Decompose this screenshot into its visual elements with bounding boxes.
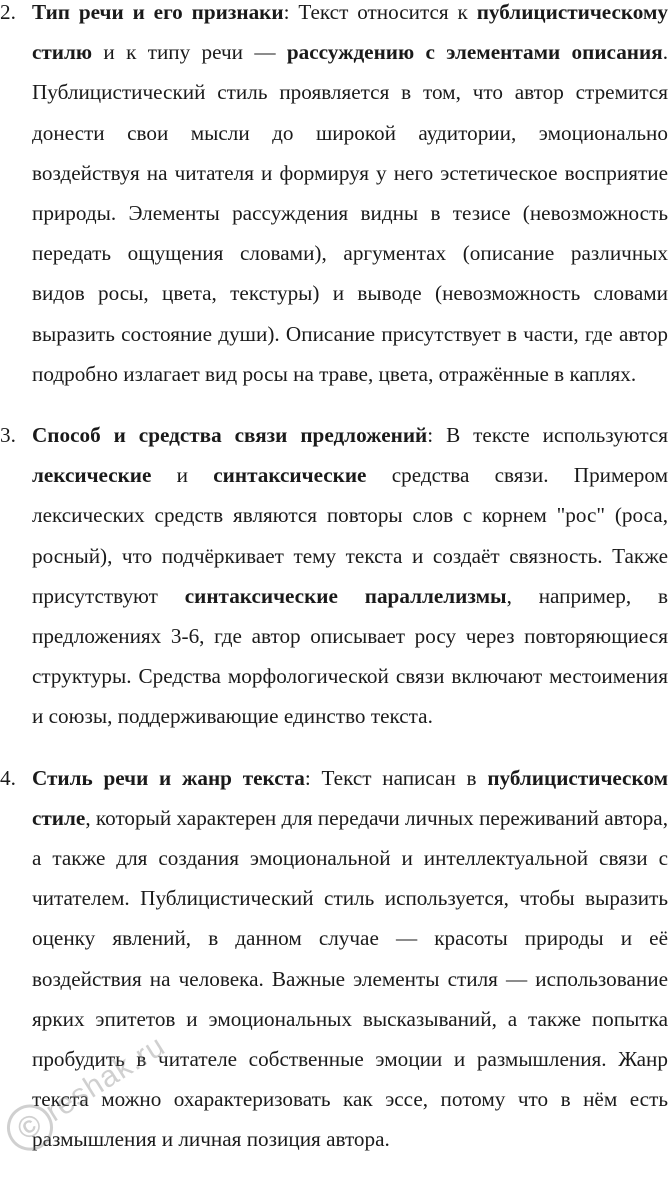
term-style-genre: Стиль речи и жанр текста [32,765,305,790]
copyright-icon: © [0,1096,62,1159]
item-number: 4. [0,765,16,790]
term-reasoning: рассуждению с элементами описания [286,40,663,65]
watermark-text: reshak.ru [39,1029,172,1129]
item-number: 3. [0,423,16,448]
text-run: средства связи. Примером лексических средств являются повторы слов с корнем "рос" (роса, росный), что подчёркивает тему текста и создаёт связность. Также присутствуют [32,463,669,608]
item-text [32,758,668,1160]
text-run: : В тексте используются [427,423,668,448]
list-item-4 [0,758,670,1160]
item-number: 2. [0,0,16,24]
term-publicistic-style-2: публицистическом стиле [32,765,669,830]
item-text [32,0,668,394]
text-run: : Текст написан в [304,765,488,790]
text-run: . Публицистический стиль проявляется в том, что автор стремится донести свои мысли до широкой аудитории, эмоционально воздействуя на читателя и формируя у него эстетическое восприятие природы. Элементы рассуждения видны в тезисе (невозможность передать ощущения словами), аргументах (описание различных видов росы, цвета, текстуры) и выводе (невозможность словами выразить состояние души). Описание присутствует в части, где автор подробно излагает вид росы на траве, цвета, отражённые в каплях. [32,40,668,386]
list-item-2 [0,0,670,394]
term-speech-type: Тип речи и его признаки [32,0,284,24]
text-run: и [151,463,214,488]
term-syntactic-parallelisms: синтаксические параллелизмы [184,583,507,608]
term-syntactic: синтаксические [213,463,367,488]
term-publicistic-style: публицистическому стилю [32,0,668,65]
item-text [32,415,668,737]
text-run: , который характерен для передачи личных переживаний автора, а также для создания эмоциональной и интеллектуальной связи с читателем. Публицистический стиль используется, чтобы выразить оценку явлений, в данном случае — красоты природы и её воздействия на человека. Важные элементы стиля — использование ярких эпитетов и эмоциональных высказываний, а также попытка пробудить в читателе собственные эмоции и размышления. Жанр текста можно охарактеризовать как эссе, потому что в нём есть размышления и личная позиция автора. [32,805,668,1152]
term-connection-means: Способ и средства связи предложений [32,423,428,448]
term-lexical: лексические [32,463,152,488]
text-run: , например, в предложениях 3-6, где автор описывает росу через повторяющиеся структуры. Средства морфологической связи включают местоимения и союзы, поддерживающие единство текста. [32,583,668,729]
list-item-3 [0,415,670,737]
text-run: : Текст относится к [283,0,477,24]
text-run: и к типу речи — [92,40,287,65]
